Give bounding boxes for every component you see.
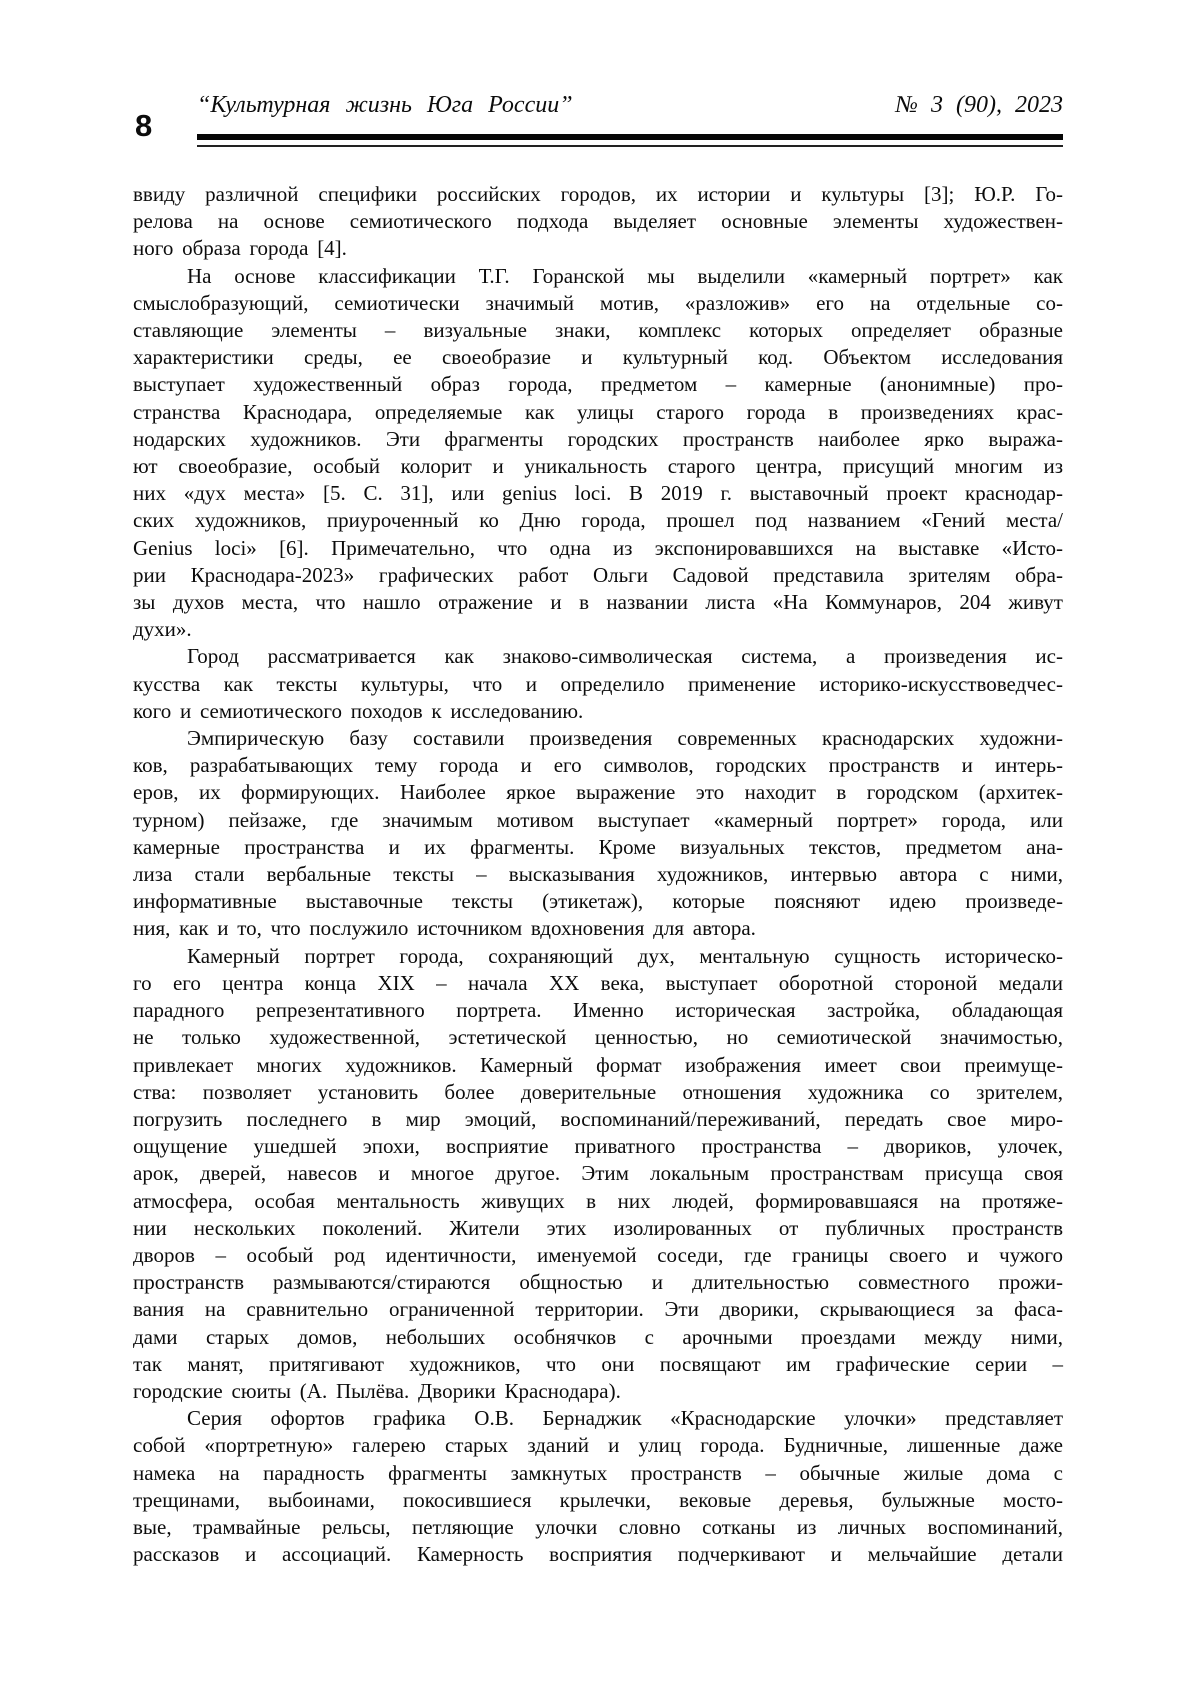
text-line: вания на сравнительно ограниченной территории. Эти дворики, скрывающиеся за фаса- bbox=[133, 1297, 1063, 1322]
text-line: нии нескольких поколений. Жители этих изолированных от публичных пространств bbox=[133, 1215, 1063, 1240]
text-line: намека на парадность фрагменты замкнутых пространств – обычные жилые дома с bbox=[133, 1460, 1063, 1485]
text-line: Эмпирическую базу составили произведения современных краснодарских художни- bbox=[187, 726, 1063, 751]
text-line: так манят, притягивают художников, что они посвящают им графические серии – bbox=[133, 1351, 1063, 1376]
text-line: На основе классификации Т.Г. Горанской мы выделили «камерный портрет» как bbox=[187, 263, 1063, 288]
article-body bbox=[133, 181, 1063, 1568]
text-line: странства Краснодара, определяемые как улицы старого города в произведениях крас- bbox=[133, 399, 1063, 424]
header-rule-divider bbox=[197, 134, 1063, 147]
text-line: ощущение ушедшей эпохи, восприятие приватного пространства – двориков, улочек, bbox=[133, 1134, 1063, 1159]
text-line: ют своеобразие, особый колорит и уникальность старого центра, присущий многим из bbox=[133, 454, 1063, 479]
text-line: кусства как тексты культуры, что и определило применение историко-искусствоведчес- bbox=[133, 671, 1063, 696]
paragraph bbox=[133, 725, 1063, 943]
text-line: не только художественной, эстетической ценностью, но семиотической значимостью, bbox=[133, 1025, 1063, 1050]
text-line: го его центра конца XIX – начала XX века, выступает оборотной стороной медали bbox=[133, 970, 1063, 995]
text-line: дами старых домов, небольших особнячков с арочными проездами между ними, bbox=[133, 1324, 1063, 1349]
text-line: привлекает многих художников. Камерный формат изображения имеет свои преимуще- bbox=[133, 1052, 1063, 1077]
journal-title: “Культурная жизнь Юга России” bbox=[197, 92, 573, 118]
page-header bbox=[197, 90, 1063, 120]
text-line: дворов – особый род идентичности, именуемой соседи, где границы своего и чужого bbox=[133, 1242, 1063, 1267]
text-line: рии Краснодара-2023» графических работ Ольги Садовой представила зрителям обра- bbox=[133, 562, 1063, 587]
text-line: Город рассматривается как знаково-символическая система, а произведения ис- bbox=[187, 644, 1063, 669]
text-line: камерные пространства и их фрагменты. Кроме визуальных текстов, предметом ана- bbox=[133, 834, 1063, 859]
paragraph bbox=[133, 181, 1063, 263]
text-line: еров, их формирующих. Наиболее яркое выражение это находит в городском (архитек- bbox=[133, 780, 1063, 805]
text-line: релова на основе семиотического подхода выделяет основные элементы художествен- bbox=[133, 209, 1063, 234]
paragraph bbox=[133, 1405, 1063, 1568]
text-line: них «дух места» [5. С. 31], или genius loci. В 2019 г. выставочный проект краснодар- bbox=[133, 481, 1063, 506]
text-line: ставляющие элементы – визуальные знаки, комплекс которых определяет образные bbox=[133, 318, 1063, 343]
text-line: Серия офортов графика О.В. Бернаджик «Краснодарские улочки» представляет bbox=[187, 1406, 1063, 1431]
text-line: духи». bbox=[133, 617, 192, 642]
text-line: погрузить последнего в мир эмоций, воспоминаний/переживаний, передать свое миро- bbox=[133, 1106, 1063, 1131]
text-line: нодарских художников. Эти фрагменты городских пространств наиболее ярко выража- bbox=[133, 426, 1063, 451]
text-line: атмосфера, особая ментальность живущих в них людей, формировавшаяся на протяже- bbox=[133, 1188, 1063, 1213]
paragraph bbox=[133, 943, 1063, 1405]
text-line: ков, разрабатывающих тему города и его символов, городских пространств и интерь- bbox=[133, 753, 1063, 778]
text-line: вые, трамвайные рельсы, петляющие улочки словно сотканы из личных воспоминаний, bbox=[133, 1514, 1063, 1539]
text-line: парадного репрезентативного портрета. Именно историческая застройка, обладающая bbox=[133, 998, 1063, 1023]
text-line: трещинами, выбоинами, покосившиеся крылечки, вековые деревья, булыжные мосто- bbox=[133, 1487, 1063, 1512]
text-line: выступает художественный образ города, предметом – камерные (анонимные) про- bbox=[133, 372, 1063, 397]
text-line: пространств размываются/стираются общностью и длительностью совместного прожи- bbox=[133, 1270, 1063, 1295]
paragraph bbox=[133, 643, 1063, 725]
text-line: смыслобразующий, семиотически значимый мотив, «разложив» его на отдельные со- bbox=[133, 290, 1063, 315]
text-line: арок, дверей, навесов и многое другое. Этим локальным пространствам присуща своя bbox=[133, 1161, 1063, 1186]
text-line: ного образа города [4]. bbox=[133, 236, 347, 261]
text-line: ввиду различной специфики российских городов, их истории и культуры [3]; Ю.Р. Го- bbox=[133, 182, 1063, 206]
text-line: ских художников, приуроченный ко Дню города, прошел под названием «Гений места/ bbox=[133, 508, 1063, 533]
text-line: ния, как и то, что послужило источником вдохновения для автора. bbox=[133, 916, 756, 941]
text-line: городские сюиты (А. Пылёва. Дворики Краснодара). bbox=[133, 1378, 621, 1403]
page-number: 8 bbox=[135, 108, 153, 143]
text-line: турном) пейзаже, где значимым мотивом выступает «камерный портрет» города, или bbox=[133, 807, 1063, 832]
text-line: информативные выставочные тексты (этикетаж), которые поясняют идею произведе- bbox=[133, 889, 1063, 914]
text-line: лиза стали вербальные тексты – высказывания художников, интервью автора с ними, bbox=[133, 862, 1063, 887]
text-line: рассказов и ассоциаций. Камерность восприятия подчеркивают и мельчайшие детали bbox=[133, 1542, 1063, 1567]
text-line: характеристики среды, ее своеобразие и культурный код. Объектом исследования bbox=[133, 345, 1063, 370]
text-line: Genius loci» [6]. Примечательно, что одна из экспонировавшихся на выставке «Исто- bbox=[133, 535, 1063, 560]
text-line: ства: позволяет установить более доверительные отношения художника со зрителем, bbox=[133, 1079, 1063, 1104]
issue-number: № 3 (90), 2023 bbox=[895, 92, 1063, 118]
text-line: кого и семиотического походов к исследованию. bbox=[133, 698, 584, 723]
text-line: Камерный портрет города, сохраняющий дух, ментальную сущность историческо- bbox=[187, 943, 1063, 968]
text-line: собой «портретную» галерею старых зданий и улиц города. Будничные, лишенные даже bbox=[133, 1433, 1063, 1458]
text-line: зы духов места, что нашло отражение и в названии листа «На Коммунаров, 204 живут bbox=[133, 590, 1063, 615]
paragraph bbox=[133, 263, 1063, 644]
